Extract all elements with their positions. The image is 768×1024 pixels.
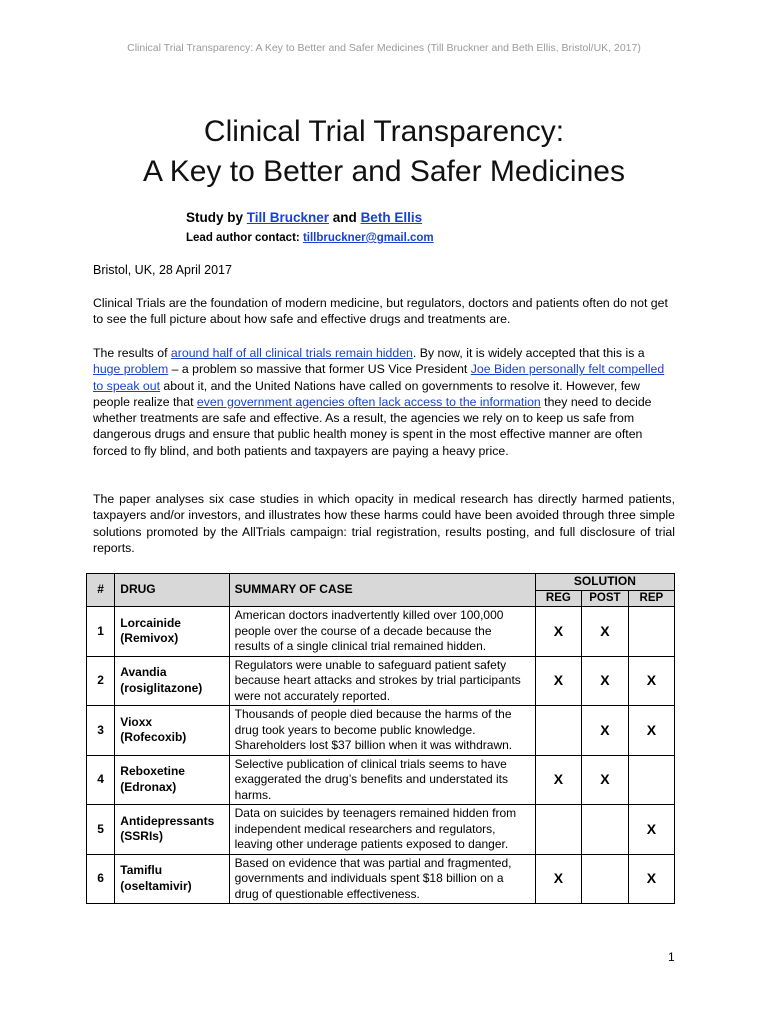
lead-author-contact xyxy=(186,232,434,244)
table-row xyxy=(87,805,675,855)
drug-generic: (SSRIs) xyxy=(120,829,163,844)
case-summary: Data on suicides by teenagers remained hidden from independent medical researchers and regulators, leaving other underage patients exposed to danger. xyxy=(229,805,535,855)
drug-generic: (Edronax) xyxy=(120,779,177,794)
drug-name xyxy=(115,805,229,855)
drug-brand: Vioxx xyxy=(120,714,153,729)
row-number: 4 xyxy=(87,755,115,805)
paragraph-case-studies: The paper analyses six case studies in which opacity in medical research has directly harmed patients, taxpayers and/or investors, and illustrates how these harms could have been avoided through three simple solutions promoted by the AllTrials campaign: trial registration, results posting, and full disclosure of trial reports. xyxy=(93,492,675,555)
byline-conj: and xyxy=(329,210,361,225)
link-agencies-lack-access[interactable]: even government agencies often lack access to the information xyxy=(196,394,541,409)
row-number: 5 xyxy=(87,805,115,855)
title-line-2: A Key to Better and Safer Medicines xyxy=(143,155,625,188)
table-row xyxy=(87,607,675,657)
reg-mark: X xyxy=(535,755,581,805)
contact-label: Lead author contact: xyxy=(186,232,303,244)
header-summary: SUMMARY OF CASE xyxy=(229,574,535,607)
p2-text-3: – a problem so massive that former US Vice President xyxy=(168,362,471,377)
drug-brand: Tamiflu xyxy=(120,863,163,878)
p2-text-4: about it, and the United Nations have called on governments to resolve it. However, few people realize that xyxy=(93,378,640,409)
case-studies-table xyxy=(86,573,675,904)
header-post: POST xyxy=(582,590,629,607)
link-huge-problem[interactable]: huge problem xyxy=(93,362,169,377)
p2-text-2: . By now, it is widely accepted that this is a xyxy=(412,346,645,360)
paragraph-intro: Clinical Trials are the foundation of modern medicine, but regulators, doctors and patients often do not get to see the full picture about how safe and effective drugs and treatments are. xyxy=(93,296,668,327)
drug-name xyxy=(115,755,229,805)
drug-name xyxy=(115,706,229,756)
drug-name xyxy=(115,854,229,904)
row-number: 2 xyxy=(87,656,115,706)
drug-name xyxy=(115,656,229,706)
case-summary: Thousands of people died because the harms of the drug took years to become public knowledge. Shareholders lost $37 billion when it was withdrawn. xyxy=(229,706,535,756)
row-number: 1 xyxy=(87,607,115,657)
reg-mark xyxy=(535,805,581,855)
post-mark: X xyxy=(582,656,629,706)
rep-mark xyxy=(628,755,674,805)
drug-name xyxy=(115,607,229,657)
table-row xyxy=(87,706,675,756)
contact-email-link[interactable]: tillbruckner@gmail.com xyxy=(302,232,434,244)
table-row xyxy=(87,755,675,805)
author-link-till-bruckner[interactable]: Till Bruckner xyxy=(246,210,330,225)
case-summary: Based on evidence that was partial and fragmented, governments and individuals spent $18 billion on a drug of questionable effectiveness. xyxy=(229,854,535,904)
case-summary: American doctors inadvertently killed over 100,000 people over the course of a decade because the results of a single clinical trial remained hidden. xyxy=(229,607,535,657)
drug-brand: Antidepressants xyxy=(120,813,215,828)
drug-generic: (Remivox) xyxy=(120,631,179,646)
case-summary: Regulators were unable to safeguard patient safety because heart attacks and strokes by trial participants were not accurately reported. xyxy=(229,656,535,706)
post-mark: X xyxy=(582,706,629,756)
running-header: Clinical Trial Transparency: A Key to Better and Safer Medicines (Till Bruckner and Beth Ellis, Bristol/UK, 2017) xyxy=(127,42,641,54)
reg-mark: X xyxy=(535,854,581,904)
drug-brand: Reboxetine xyxy=(120,764,185,779)
drug-generic: (rosiglitazone) xyxy=(120,680,203,695)
link-half-trials-hidden[interactable]: around half of all clinical trials remain hidden xyxy=(170,346,413,360)
reg-mark: X xyxy=(535,607,581,657)
rep-mark: X xyxy=(628,854,674,904)
page-number: 1 xyxy=(668,950,675,964)
rep-mark: X xyxy=(628,706,674,756)
reg-mark: X xyxy=(535,656,581,706)
header-rep: REP xyxy=(628,590,674,607)
link-joe-biden[interactable]: Joe Biden personally felt compelled to speak out xyxy=(93,362,665,393)
header-num: # xyxy=(87,574,115,607)
post-mark xyxy=(582,854,629,904)
author-link-beth-ellis[interactable]: Beth Ellis xyxy=(360,210,423,225)
header-drug: DRUG xyxy=(115,574,229,607)
rep-mark: X xyxy=(628,656,674,706)
reg-mark xyxy=(535,706,581,756)
title-line-1: Clinical Trial Transparency: xyxy=(203,115,565,148)
p2-text-5: they need to decide whether treatments are safe and effective. As a result, the agencies we rely on to keep us safe from dangerous drugs and ensure that public health money is spent in the most effective manner are often forced to fly blind, and both patients and taxpayers are paying a heavy price. xyxy=(93,394,652,458)
case-summary: Selective publication of clinical trials seems to have exaggerated the drug’s benefits and understated its harms. xyxy=(229,755,535,805)
post-mark: X xyxy=(582,755,629,805)
row-number: 3 xyxy=(87,706,115,756)
header-reg: REG xyxy=(535,590,581,607)
drug-generic: (oseltamivir) xyxy=(120,878,192,893)
byline-prefix: Study by xyxy=(186,210,247,225)
p2-text-1: The results of xyxy=(93,346,171,360)
header-solution: SOLUTION xyxy=(535,574,674,591)
byline xyxy=(186,210,422,225)
post-mark xyxy=(582,805,629,855)
drug-generic: (Rofecoxib) xyxy=(120,730,187,745)
rep-mark xyxy=(628,607,674,657)
rep-mark: X xyxy=(628,805,674,855)
row-number: 6 xyxy=(87,854,115,904)
table-row xyxy=(87,854,675,904)
post-mark: X xyxy=(582,607,629,657)
drug-brand: Lorcainide xyxy=(120,615,181,630)
date-line: Bristol, UK, 28 April 2017 xyxy=(93,263,232,277)
document-title xyxy=(0,112,768,192)
drug-brand: Avandia xyxy=(120,665,167,680)
paragraph-results xyxy=(93,345,675,459)
table-row xyxy=(87,656,675,706)
